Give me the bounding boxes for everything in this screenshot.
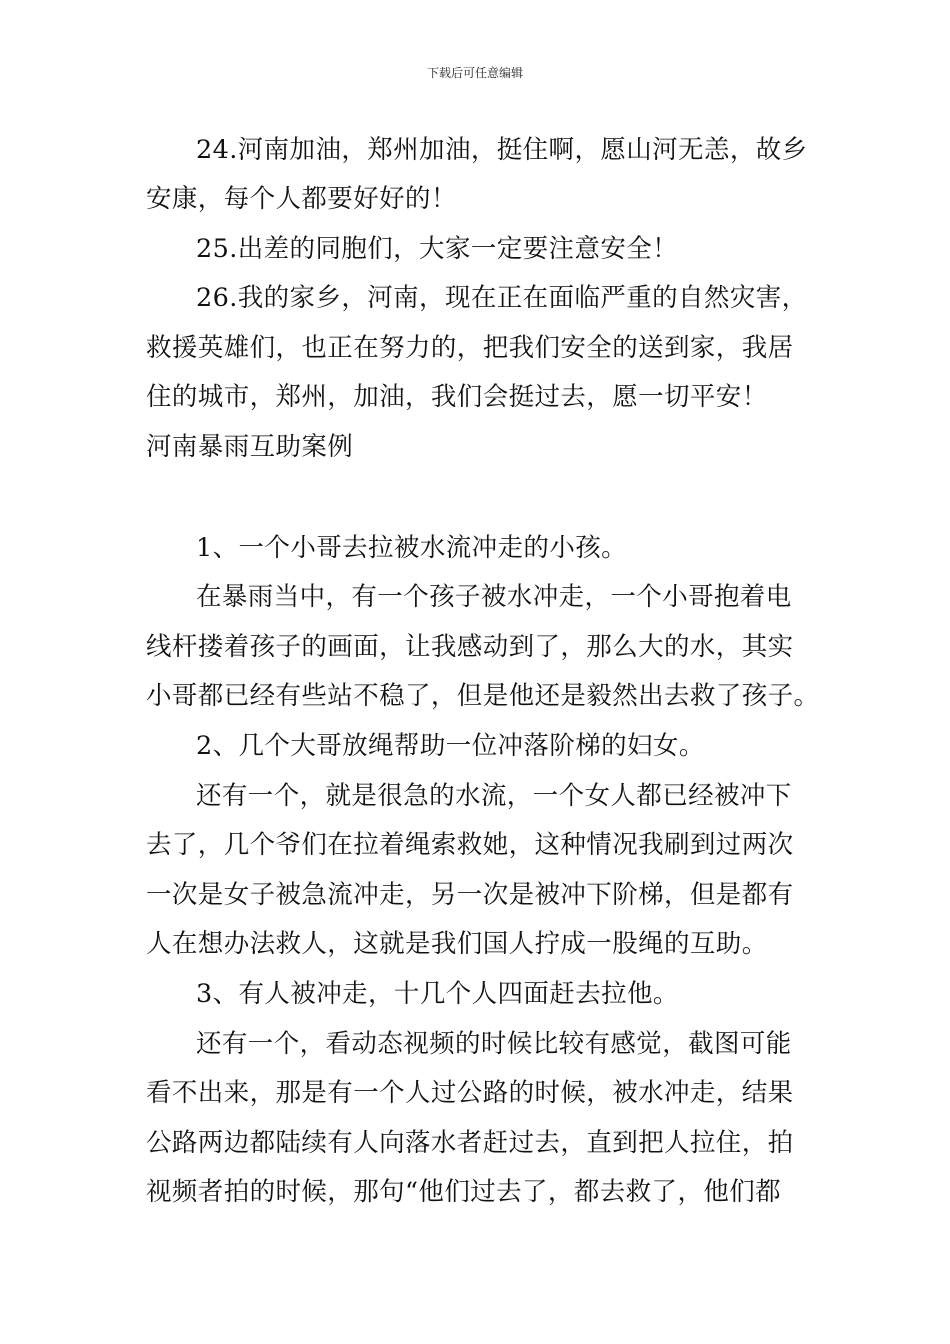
paragraph-line: 人在想办法救人，这就是我们国人拧成一股绳的互助。 xyxy=(146,929,768,959)
paragraph-line: 住的城市，郑州，加油，我们会挺过去，愿一切平安！ xyxy=(146,382,768,412)
case-heading: 1、一个小哥去拉被水流冲走的小孩。 xyxy=(196,533,628,563)
paragraph-line: 26.我的家乡，河南，现在正在面临严重的自然灾害， xyxy=(196,283,808,313)
paragraph-line: 25.出差的同胞们，大家一定要注意安全！ xyxy=(196,234,679,264)
paragraph-line: 还有一个，看动态视频的时候比较有感觉，截图可能 xyxy=(196,1029,792,1059)
case-heading: 3、有人被冲走，十几个人四面赶去拉他。 xyxy=(196,979,679,1009)
page-header: 下载后可任意编辑 xyxy=(426,66,523,80)
case-heading: 2、几个大哥放绳帮助一位冲落阶梯的妇女。 xyxy=(196,731,705,761)
paragraph-line: 安康，每个人都要好好的！ xyxy=(146,184,457,214)
paragraph-line: 还有一个，就是很急的水流，一个女人都已经被冲下 xyxy=(196,781,792,811)
paragraph-line: 在暴雨当中，有一个孩子被水冲走，一个小哥抱着电 xyxy=(196,582,792,612)
paragraph-line: 看不出来，那是有一个人过公路的时候，被水冲走，结果 xyxy=(146,1078,794,1108)
paragraph-line: 公路两边都陆续有人向落水者赶过去，直到把人拉住，拍 xyxy=(146,1128,794,1158)
paragraph-line: 一次是女子被急流冲走，另一次是被冲下阶梯，但是都有 xyxy=(146,880,794,910)
paragraph-line: 视频者拍的时候，那句“他们过去了，都去救了，他们都 xyxy=(146,1177,782,1207)
section-heading: 河南暴雨互助案例 xyxy=(146,432,354,462)
paragraph-line: 救援英雄们，也正在努力的，把我们安全的送到家，我居 xyxy=(146,333,794,363)
paragraph-line: 线杆搂着孩子的画面，让我感动到了，那么大的水，其实 xyxy=(146,632,794,662)
paragraph-line: 小哥都已经有些站不稳了，但是他还是毅然出去救了孩子。 xyxy=(146,681,820,711)
paragraph-line: 24.河南加油，郑州加油，挺住啊，愿山河无恙，故乡 xyxy=(196,135,808,165)
paragraph-line: 去了，几个爷们在拉着绳索救她，这种情况我刷到过两次 xyxy=(146,830,794,860)
